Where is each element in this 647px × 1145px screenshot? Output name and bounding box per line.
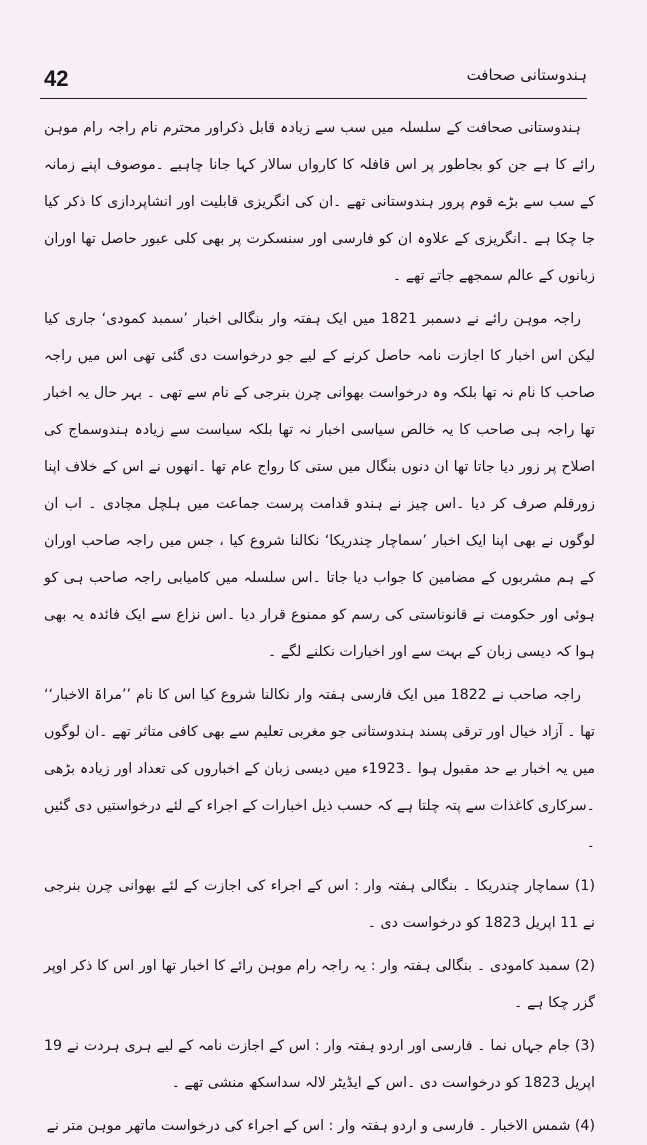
- page-header: [40, 62, 587, 98]
- header-rule: [40, 98, 587, 99]
- list-item: (3) جام جہاں نما ۔ فارسی اور اردو ہفتہ وار : اس کے اجازت نامہ کے لیے ہری ہردت نے 19 اپریل 1823 کو درخواست دی ۔اس کے ایڈیٹر لالہ سداسکھ منشی تھے ۔: [44, 1038, 595, 1091]
- page-number: 42: [44, 66, 69, 91]
- list-item: (2) سمبد کامودی ۔ بنگالی ہفتہ وار : یہ راجہ رام موہن رائے کا اخبار تھا اور اس کا ذکر اوپر گزر چکا ہے ۔: [44, 958, 595, 1011]
- running-title: ہندوستانی صحافت: [466, 66, 587, 84]
- paragraph: راجہ موہن رائے نے دسمبر 1821 میں ایک ہفتہ وار بنگالی اخبار ’سمبد کمودی‘ جاری کیا لیکن اس اخبار کا اجازت نامہ حاصل کرنے کے لیے جو درخواست دی گئی تھی اس میں راجہ صاحب کا نام نہ تھا بلکہ وہ درخواست بھوانی چرن بنرجی کے نام سے تھی ۔ بہر حال یہ اخبار تھا راجہ ہی صاحب کا یہ خالص سیاسی اخبار نہ تھا بلکہ سیاست سے زیادہ ہندوسماج کی اصلاح پر زور دیا جاتا تھا ان دنوں بنگال میں ستی کا رواج عام تھا ۔انھوں نے اس کے خلاف اپنا زورقلم صرف کر دیا ۔اس چیز نے ہندو قدامت پرست جماعت میں ہلچل مچادی ۔ اب ان لوگوں نے بھی اپنا ایک اخبار ’سماچار چندریکا‘ نکالنا شروع کیا ، جس میں راجہ صاحب اوران کے ہم مشربوں کے مضامین کا جواب دیا جاتا ۔اس سلسلہ میں کامیابی راجہ صاحب ہی کو ہوئی اور حکومت نے قانوناستی کی رسم کو ممنوع قرار دیا ۔اس نزاع سے ایک فائدہ یہ بھی ہوا کہ دیسی زبان کے بہت سے اور اخبارات نکلنے لگے ۔: [44, 311, 595, 660]
- list-item: (1) سماچار چندریکا ۔ بنگالی ہفتہ وار : اس کے اجراء کی اجازت کے لئے بھوانی چرن بنرجی نے 11 اپریل 1823 کو درخواست دی ۔: [44, 878, 595, 931]
- body-text: [44, 110, 595, 1145]
- paragraph: راجہ صاحب نے 1822 میں ایک فارسی ہفتہ وار نکالنا شروع کیا اس کا نام ’’مراۃ الاخبار‘‘ تھا ۔ آزاد خیال اور ترقی پسند ہندوستانی جو مغربی تعلیم سے بھی کافی متاثر تھے ۔ان لوگوں میں یہ اخبار بے حد مقبول ہوا ۔1923ء میں دیسی زبان کے اخباروں کی تعداد اور زیادہ بڑھی ۔سرکاری کاغذات سے پتہ چلتا ہے کہ حسب ذیل اخبارات کے اجراء کے لئے درخواستیں دی گئیں ۔: [43, 687, 595, 851]
- paragraph: ہندوستانی صحافت کے سلسلہ میں سب سے زیادہ قابل ذکراور محترم نام راجہ رام موہن رائے کا ہے جن کو بجاطور پر اس قافلہ کا کارواں سالار کہا جانا چاہیے ۔موصوف اپنے زمانہ کے سب سے بڑے قوم پرور ہندوستانی تھے ۔ان کی انگریزی قابلیت اور انشاپردازی کا ذکر کیا جا چکا ہے ۔انگریزی کے علاوہ ان کو فارسی اور سنسکرت پر بھی کلی عبور حاصل تھا اوران زبانوں کے عالم سمجھے جاتے تھے ۔: [44, 120, 595, 284]
- list-item: (4) شمس الاخبار ۔ فارسی و اردو ہفتہ وار : اس کے اجراء کی درخواست ماتھر موہن متر نے: [46, 1118, 595, 1134]
